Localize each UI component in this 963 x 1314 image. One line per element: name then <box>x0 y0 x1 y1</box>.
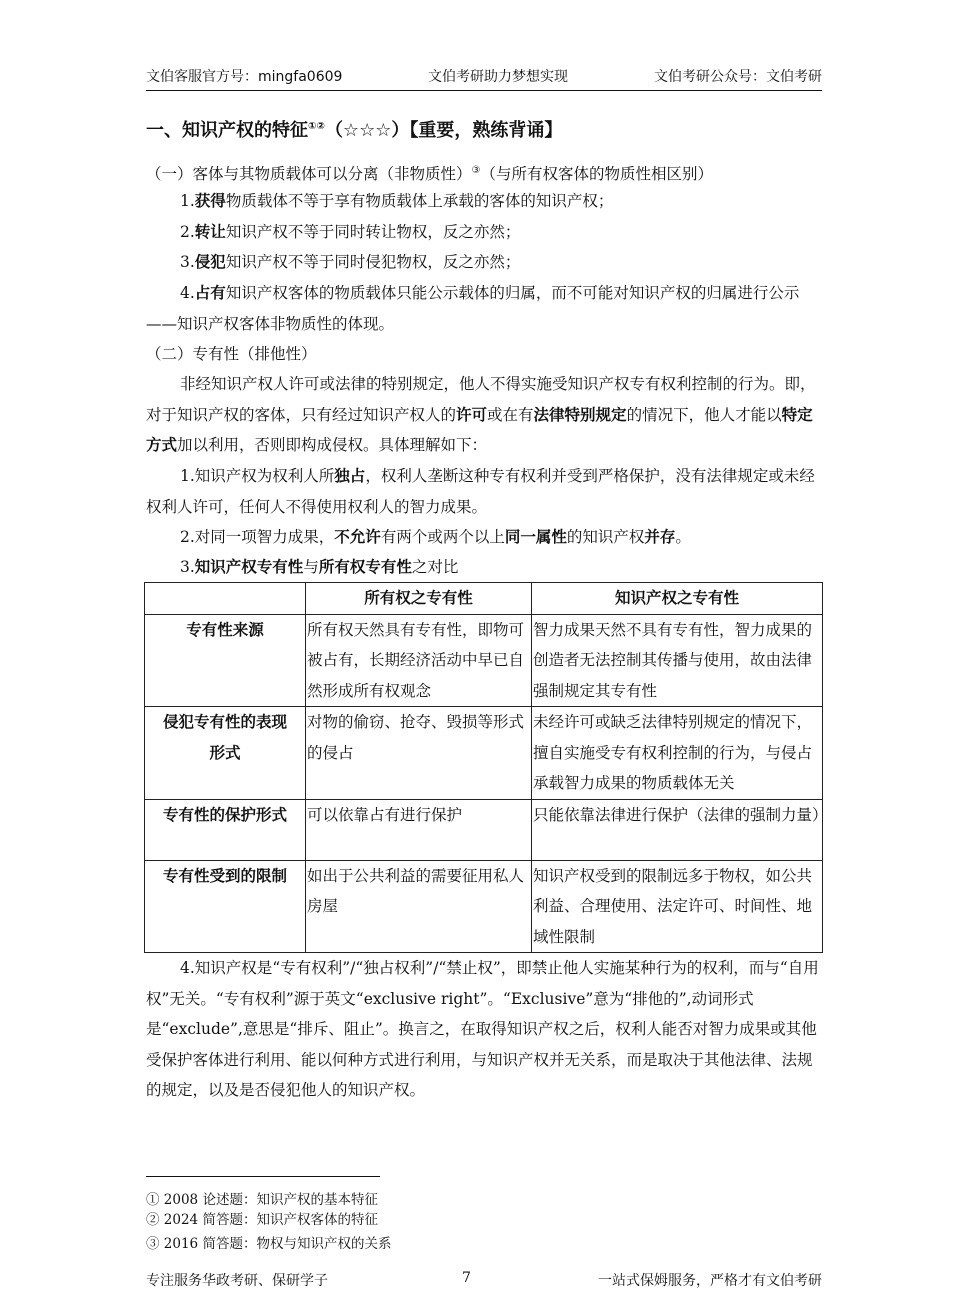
row-label: 专有性受到的限制 <box>145 860 306 953</box>
item-text: 知识产权客体的物质载体只能公示载体的归属，而不可能对知识产权的归属进行公示——知识产权客体非物质性的体现。 <box>146 284 800 333</box>
part1-item-2 <box>146 217 822 248</box>
item-text: 知识产权不等于同时侵犯物权，反之亦然； <box>225 253 521 271</box>
footer-right: 一站式保姆服务，严格才有文伯考研 <box>598 1273 822 1289</box>
item-keyword: 知识产权专有性 <box>194 557 304 576</box>
item-keyword: 并存 <box>644 527 676 546</box>
intro-key-specific-way: 特定方式 <box>146 404 813 454</box>
header-center: 文伯考研助力梦想实现 <box>428 69 568 85</box>
item-text: 物质载体不等于享有物质载体上承载的客体的知识产权； <box>225 192 614 210</box>
item-keyword: 侵犯 <box>194 252 226 271</box>
item-keyword: 所有权专有性 <box>318 557 412 576</box>
part1-item-1 <box>146 186 822 217</box>
comparison-table <box>144 582 828 953</box>
item-number: 1. <box>180 192 195 210</box>
page-footer <box>146 1270 822 1290</box>
section-title-suffix: （☆☆☆）【重要，熟练背诵】 <box>324 120 563 141</box>
item-text: 1.知识产权为权利人所 <box>180 467 335 485</box>
item-keyword: 转让 <box>194 222 226 241</box>
item-keyword: 占有 <box>194 283 226 302</box>
item-number: 2. <box>180 223 195 241</box>
ip-cell: 未经许可或缺乏法律特别规定的情况下，擅自实施受专有权利控制的行为，与侵占承载智力成果的物质载体无关 <box>532 707 823 800</box>
ownership-cell: 对物的偷窃、抢夺、毁损等形式的侵占 <box>306 707 532 800</box>
section-title <box>146 116 562 142</box>
part1-item-3 <box>146 247 822 278</box>
footnote-2: ② 2024 简答题：知识产权客体的特征 <box>146 1212 378 1228</box>
item-text: 2.对同一项智力成果， <box>180 528 335 546</box>
row-label: 专有性来源 <box>145 614 306 707</box>
table-row <box>145 614 823 707</box>
item-text: 有两个或两个以上 <box>380 528 505 546</box>
intro-text: 加以利用，否则即构成侵权。具体理解如下： <box>177 436 488 454</box>
table-header-cell: 知识产权之专有性 <box>532 583 823 615</box>
table-header-row <box>145 583 823 615</box>
footnote-3: ③ 2016 简答题：物权与知识产权的关系 <box>146 1236 392 1252</box>
table-row <box>145 707 823 800</box>
header-right: 文伯考研公众号：文伯考研 <box>654 69 822 85</box>
intro-text: 或在有 <box>487 405 534 424</box>
part1-heading-suffix: （与所有权客体的物质性相区别） <box>480 165 713 184</box>
paragraph-4: 4.知识产权是“专有权利”/“独占权利”/“禁止权”，即禁止他人实施某种行为的权利，而与“自用权”无关。“专有权利”源于英文“exclusive right”。“Exclusive”意为“排他的”,动词形式是“exclude”,意思是“排斥、阻止”。换言之，在取得知识产权之后，权利人能否对智力成果或其他受保护客体进行利用、能以何种方式进行利用，与知识产权并无关系，而是取决于其他法律、法规的规定，以及是否侵犯他人的知识产权。 <box>146 959 819 1099</box>
ip-cell: 知识产权受到的限制远多于物权，如公共利益、合理使用、法定许可、时间性、地域性限制 <box>532 860 823 953</box>
part1-heading-ref: ③ <box>471 165 481 176</box>
intro-key-permission: 许可 <box>456 404 488 424</box>
part2-intro <box>146 369 822 461</box>
header-divider <box>146 90 822 91</box>
page-number: 7 <box>462 1270 471 1286</box>
section-title-refs: ①② <box>308 121 325 132</box>
part1-item-4 <box>146 278 822 339</box>
item-text: 之对比 <box>411 558 459 576</box>
part2-heading: （二）专有性（排他性） <box>146 345 317 363</box>
intro-key-legal-provision: 法律特别规定 <box>533 404 627 424</box>
row-label: 专有性的保护形式 <box>145 799 306 860</box>
table-header-cell <box>145 583 306 615</box>
row-label: 侵犯专有性的表现形式 <box>145 707 306 800</box>
intro-text: 的情况下，他人才能以 <box>626 405 782 424</box>
section-title-text: 一、知识产权的特征 <box>146 120 308 141</box>
item-text: 的知识产权 <box>566 528 645 546</box>
header-left: 文伯客服官方号：mingfa0609 <box>146 69 343 85</box>
part2-item-1 <box>146 461 822 522</box>
item-text: 与 <box>303 558 319 576</box>
part2-item-2 <box>146 522 822 553</box>
part1-heading-text: （一）客体与其物质载体可以分离（非物质性） <box>146 165 472 184</box>
table-header-cell: 所有权之专有性 <box>306 583 532 615</box>
table-row <box>145 860 823 953</box>
part1-heading <box>146 156 822 190</box>
footnote-divider <box>146 1176 380 1177</box>
item-text: 。 <box>675 528 691 546</box>
ownership-cell: 可以依靠占有进行保护 <box>306 799 532 860</box>
table-row <box>145 799 823 860</box>
part2-item-3 <box>146 552 822 583</box>
ownership-cell: 所有权天然具有专有性，即物可被占有，长期经济活动中早已自然形成所有权观念 <box>306 614 532 707</box>
item-text: 知识产权不等于同时转让物权，反之亦然； <box>225 223 521 241</box>
ip-cell: 智力成果天然不具有专有性，智力成果的创造者无法控制其传播与使用，故由法律强制规定其专有性 <box>532 614 823 707</box>
ownership-cell: 如出于公共利益的需要征用私人房屋 <box>306 860 532 953</box>
ip-cell: 只能依靠法律进行保护（法律的强制力量） <box>532 799 823 860</box>
footer-left: 专注服务华政考研、保研学子 <box>146 1273 328 1289</box>
item-number: 4. <box>180 284 195 302</box>
item-keyword: 不允许 <box>334 527 381 546</box>
item-text: 3. <box>180 558 195 576</box>
page-header <box>146 64 822 86</box>
intro-text: 非经知识产权人许可或法律的特别规定，他人不得实施受知识产权专有权利控制的行为。即，对于知识产权的客体，只有经过知识产权人的 <box>146 375 816 424</box>
item-number: 3. <box>180 253 195 271</box>
footnote-1: ① 2008 论述题：知识产权的基本特征 <box>146 1192 378 1208</box>
item-keyword: 独占 <box>334 466 366 485</box>
item-keyword: 获得 <box>194 191 226 210</box>
item-text: ，权利人垄断这种专有权利并受到严格保护，没有法律规定或未经权利人许可，任何人不得使用权利人的智力成果。 <box>146 467 815 516</box>
item-keyword: 同一属性 <box>504 527 567 546</box>
